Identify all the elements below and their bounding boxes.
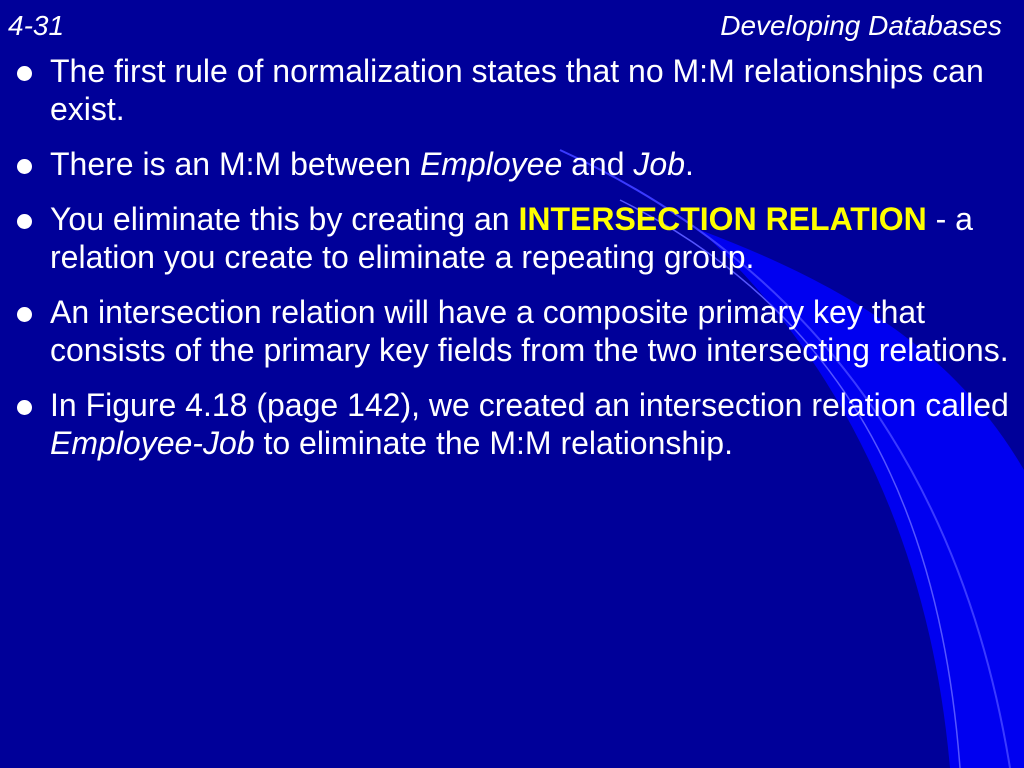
bullet-list — [10, 52, 1010, 479]
bullet-2-text-mid: and — [562, 146, 634, 182]
bullet-3-text-before: You eliminate this by creating an — [50, 201, 519, 237]
bullet-2-text-before: There is an M:M between — [50, 146, 420, 182]
bullet-2-emphasis-job: Job — [633, 146, 685, 182]
bullet-item-4 — [10, 293, 1010, 369]
bullet-5-text-before: In Figure 4.18 (page 142), we created an intersection relation called — [50, 387, 1009, 423]
bullet-item-1 — [10, 52, 1010, 128]
bullet-4-text: An intersection relation will have a composite primary key that consists of the primary key fields from the two intersecting relations. — [50, 294, 1009, 368]
bullet-5-text-after: to eliminate the M:M relationship. — [254, 425, 733, 461]
bullet-dot-icon — [17, 159, 32, 174]
bullet-1-text: The first rule of normalization states that no M:M relationships can exist. — [50, 53, 984, 127]
bullet-2-emphasis-employee: Employee — [419, 146, 563, 182]
slide-header-title: Developing Databases — [720, 10, 1002, 41]
bullet-5-emphasis-employee-job: Employee-Job — [50, 425, 255, 461]
bullet-item-3 — [10, 200, 1010, 276]
bullet-3-highlight: INTERSECTION RELATION — [518, 201, 927, 237]
bullet-item-5 — [10, 386, 1010, 462]
bullet-2-text-after: . — [685, 146, 694, 182]
bullet-dot-icon — [17, 400, 32, 415]
bullet-dot-icon — [17, 214, 32, 229]
bullet-dot-icon — [17, 307, 32, 322]
bullet-item-2 — [10, 145, 1010, 183]
bullet-3-text-after: - a relation you create to eliminate a repeating group. — [50, 201, 973, 275]
slide-number: 4-31 — [8, 10, 65, 41]
bullet-dot-icon — [17, 66, 32, 81]
